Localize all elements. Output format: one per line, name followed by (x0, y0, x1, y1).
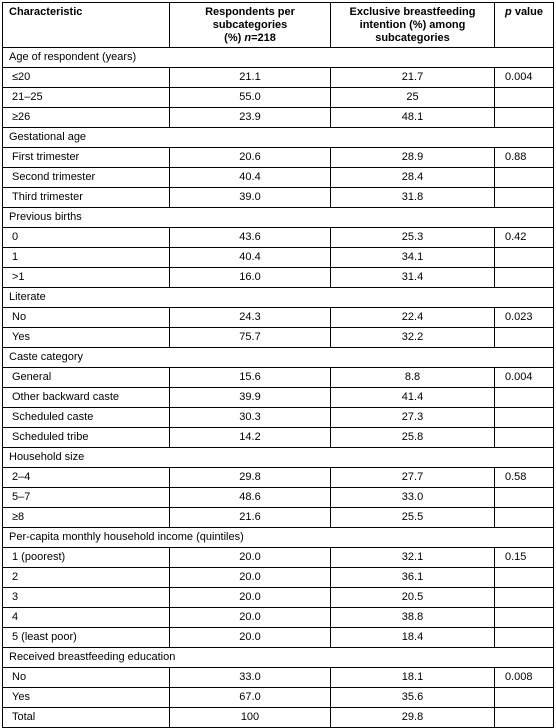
p-value: 0.42 (495, 228, 554, 248)
ebf-value: 34.1 (331, 248, 495, 268)
table-row (3, 68, 554, 88)
p-value (495, 568, 554, 588)
section-title: Caste category (3, 348, 554, 368)
table-row (3, 88, 554, 108)
table-row (3, 668, 554, 688)
ebf-value: 25.8 (331, 428, 495, 448)
header-ebf-intention (331, 3, 495, 48)
row-label: 2 (3, 568, 170, 588)
respondents-value: 20.0 (170, 608, 331, 628)
respondents-value: 20.0 (170, 568, 331, 588)
header-characteristic-text: Characteristic (9, 6, 83, 18)
respondents-value: 40.4 (170, 248, 331, 268)
ebf-value: 18.1 (331, 668, 495, 688)
p-value (495, 108, 554, 128)
ebf-value: 32.1 (331, 548, 495, 568)
header-p-value (495, 3, 554, 48)
section-title: Gestational age (3, 128, 554, 148)
section-header-row (3, 48, 554, 68)
header-respondents-n: n (244, 32, 252, 44)
table-row (3, 228, 554, 248)
header-ebf-line2: intention (%) among (359, 19, 466, 31)
respondents-value: 75.7 (170, 328, 331, 348)
row-label: ≤20 (3, 68, 170, 88)
table-row (3, 688, 554, 708)
total-ebf: 29.8 (331, 708, 495, 728)
respondents-value: 20.6 (170, 148, 331, 168)
p-value (495, 408, 554, 428)
header-respondents-line3-post: =218 (251, 32, 276, 44)
row-label: Scheduled tribe (3, 428, 170, 448)
ebf-value: 31.4 (331, 268, 495, 288)
p-value (495, 168, 554, 188)
header-ebf-line1: Exclusive breastfeeding (349, 6, 476, 18)
ebf-value: 22.4 (331, 308, 495, 328)
header-respondents-line2: subcategories (212, 19, 288, 31)
characteristics-table (2, 2, 554, 728)
row-label: Other backward caste (3, 388, 170, 408)
respondents-value: 39.0 (170, 188, 331, 208)
row-label: 1 (3, 248, 170, 268)
header-characteristic (3, 3, 170, 48)
table-row (3, 388, 554, 408)
respondents-value: 30.3 (170, 408, 331, 428)
table-row (3, 508, 554, 528)
ebf-value: 33.0 (331, 488, 495, 508)
row-label: 1 (poorest) (3, 548, 170, 568)
table-row (3, 268, 554, 288)
ebf-value: 25.5 (331, 508, 495, 528)
section-title: Received breastfeeding education (3, 648, 554, 668)
respondents-value: 20.0 (170, 588, 331, 608)
respondents-value: 16.0 (170, 268, 331, 288)
ebf-value: 35.6 (331, 688, 495, 708)
section-title: Per-capita monthly household income (quintiles) (3, 528, 554, 548)
table-row (3, 428, 554, 448)
p-value (495, 688, 554, 708)
header-respondents (170, 3, 331, 48)
table-body (3, 48, 554, 728)
ebf-value: 28.4 (331, 168, 495, 188)
section-title: Literate (3, 288, 554, 308)
header-ebf-line3: subcategories (375, 32, 450, 44)
respondents-value: 39.9 (170, 388, 331, 408)
table-row (3, 568, 554, 588)
row-label: 21–25 (3, 88, 170, 108)
p-value (495, 628, 554, 648)
respondents-value: 15.6 (170, 368, 331, 388)
p-value (495, 88, 554, 108)
ebf-value: 18.4 (331, 628, 495, 648)
ebf-value: 27.7 (331, 468, 495, 488)
respondents-value: 24.3 (170, 308, 331, 328)
respondents-value: 20.0 (170, 628, 331, 648)
p-value: 0.023 (495, 308, 554, 328)
row-label: 3 (3, 588, 170, 608)
total-label: Total (3, 708, 170, 728)
ebf-value: 27.3 (331, 408, 495, 428)
row-label: 2–4 (3, 468, 170, 488)
row-label: 0 (3, 228, 170, 248)
table-row (3, 628, 554, 648)
p-value (495, 608, 554, 628)
ebf-value: 36.1 (331, 568, 495, 588)
respondents-value: 14.2 (170, 428, 331, 448)
p-value (495, 588, 554, 608)
p-value: 0.008 (495, 668, 554, 688)
table-row (3, 548, 554, 568)
p-value (495, 508, 554, 528)
respondents-value: 55.0 (170, 88, 331, 108)
ebf-value: 8.8 (331, 368, 495, 388)
p-value: 0.88 (495, 148, 554, 168)
row-label: Yes (3, 688, 170, 708)
section-header-row (3, 128, 554, 148)
section-header-row (3, 648, 554, 668)
total-respondents: 100 (170, 708, 331, 728)
table-row (3, 108, 554, 128)
p-value: 0.004 (495, 368, 554, 388)
p-value: 0.15 (495, 548, 554, 568)
header-respondents-line1: Respondents per (205, 6, 295, 18)
p-value: 0.004 (495, 68, 554, 88)
section-header-row (3, 528, 554, 548)
section-title: Age of respondent (years) (3, 48, 554, 68)
total-p (495, 708, 554, 728)
table-row (3, 468, 554, 488)
row-label: General (3, 368, 170, 388)
ebf-value: 38.8 (331, 608, 495, 628)
row-label: 4 (3, 608, 170, 628)
table-row (3, 608, 554, 628)
ebf-value: 21.7 (331, 68, 495, 88)
row-label: No (3, 308, 170, 328)
ebf-value: 31.8 (331, 188, 495, 208)
table-row (3, 328, 554, 348)
respondents-value: 21.1 (170, 68, 331, 88)
header-respondents-line3-pre: (%) (224, 32, 245, 44)
total-row (3, 708, 554, 728)
table-row (3, 368, 554, 388)
respondents-value: 43.6 (170, 228, 331, 248)
row-label: >1 (3, 268, 170, 288)
header-p-rest: value (511, 6, 543, 18)
row-label: Yes (3, 328, 170, 348)
ebf-value: 20.5 (331, 588, 495, 608)
table-row (3, 248, 554, 268)
row-label: No (3, 668, 170, 688)
row-label: Scheduled caste (3, 408, 170, 428)
ebf-value: 48.1 (331, 108, 495, 128)
ebf-value: 41.4 (331, 388, 495, 408)
table-row (3, 188, 554, 208)
p-value (495, 188, 554, 208)
p-value (495, 488, 554, 508)
p-value: 0.58 (495, 468, 554, 488)
respondents-value: 33.0 (170, 668, 331, 688)
row-label: 5–7 (3, 488, 170, 508)
section-header-row (3, 288, 554, 308)
section-title: Previous births (3, 208, 554, 228)
table-row (3, 148, 554, 168)
p-value (495, 428, 554, 448)
respondents-value: 29.8 (170, 468, 331, 488)
ebf-value: 28.9 (331, 148, 495, 168)
p-value (495, 388, 554, 408)
table-row (3, 168, 554, 188)
section-title: Household size (3, 448, 554, 468)
respondents-value: 23.9 (170, 108, 331, 128)
row-label: Second trimester (3, 168, 170, 188)
header-row (3, 3, 554, 48)
section-header-row (3, 448, 554, 468)
table-row (3, 408, 554, 428)
section-header-row (3, 348, 554, 368)
p-value (495, 248, 554, 268)
header-p-italic: p (505, 6, 512, 18)
row-label: ≥26 (3, 108, 170, 128)
row-label: ≥8 (3, 508, 170, 528)
respondents-value: 67.0 (170, 688, 331, 708)
row-label: First trimester (3, 148, 170, 168)
table-row (3, 308, 554, 328)
respondents-value: 20.0 (170, 548, 331, 568)
table-row (3, 488, 554, 508)
p-value (495, 268, 554, 288)
p-value (495, 328, 554, 348)
table-row (3, 588, 554, 608)
ebf-value: 25 (331, 88, 495, 108)
respondents-value: 21.6 (170, 508, 331, 528)
section-header-row (3, 208, 554, 228)
ebf-value: 32.2 (331, 328, 495, 348)
respondents-value: 48.6 (170, 488, 331, 508)
row-label: 5 (least poor) (3, 628, 170, 648)
respondents-value: 40.4 (170, 168, 331, 188)
row-label: Third trimester (3, 188, 170, 208)
ebf-value: 25.3 (331, 228, 495, 248)
